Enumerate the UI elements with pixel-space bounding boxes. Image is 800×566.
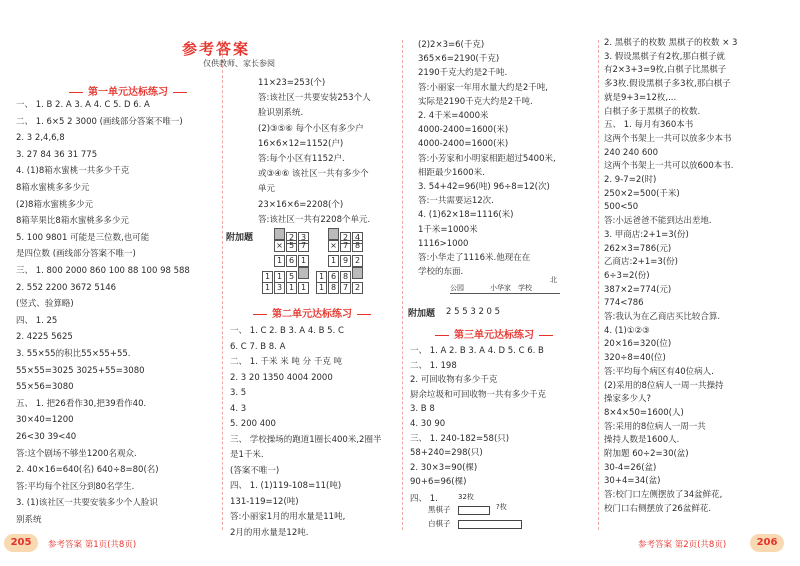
digit-box: 1	[262, 271, 273, 283]
digit-row	[328, 255, 364, 267]
answer-line: 262×3=786(元)	[604, 243, 672, 254]
chess-diagram	[410, 492, 590, 532]
answer-line: 8×4×50=1600(人)	[604, 407, 684, 418]
answer-line: 3. 27 84 36 31 775	[16, 149, 98, 160]
extra-question-label-3: 附加题	[408, 309, 436, 319]
answer-line: 2. 黑棋子的枚数 黑棋子的枚数 × 3	[604, 38, 738, 48]
answer-line: 答:一共需要运12次.	[418, 196, 494, 207]
digit-box: 8	[352, 240, 363, 252]
digit-box	[328, 228, 339, 240]
answer-line: 答:小丽家一年用水量大约是2千吨,	[418, 82, 548, 93]
digit-box	[298, 267, 309, 279]
answer-line: 是1千米.	[230, 450, 264, 460]
digit-box: 1	[298, 255, 309, 267]
digit-box: 6	[328, 271, 339, 283]
answer-line: 320÷8=40(位)	[604, 353, 666, 364]
answer-line: (2)2×3=6(千克)	[418, 40, 485, 50]
answer-line: 2. 552 2200 3672 5146	[16, 282, 117, 293]
answer-line: 答:小华走了1116米.他现在在	[418, 253, 531, 263]
answer-line: 5. 100 9801 可能是三位数,也可能	[16, 232, 150, 243]
digit-row	[328, 240, 364, 252]
digit-box: 2	[286, 232, 297, 244]
digit-box: 1	[316, 282, 327, 294]
answer-line: 5. 200 400	[230, 419, 276, 429]
digit-row	[274, 255, 310, 267]
answer-line: 五、 1. 每月有360本书	[604, 120, 694, 131]
digit-box: ×	[328, 240, 339, 252]
answer-line: 相距最少1600米.	[418, 167, 485, 178]
diagram-unknown-label: ?枚	[496, 503, 507, 511]
answer-line: 答:该社区一共要安装253个人	[258, 93, 371, 104]
answer-line: 4000-2400=1600(米)	[418, 139, 509, 150]
black-bar	[458, 506, 490, 515]
map-label-school: 学校	[518, 284, 532, 292]
answer-line: 2. 30×3=90(棵)	[410, 462, 478, 473]
digit-box: 2	[340, 232, 351, 244]
digit-row	[274, 240, 310, 252]
digit-box: 1	[316, 271, 327, 283]
answer-line: 三、 学校操场的跑道1圈长400米,2圈半	[230, 434, 382, 445]
page-number-left: 205	[4, 534, 38, 552]
answer-line: 单元	[258, 184, 276, 195]
map-label-home: 小华家	[490, 284, 511, 292]
answer-line: 答:我认为在乙商店买比较合算.	[604, 312, 721, 322]
map-diagram	[450, 276, 560, 299]
answer-line: 4. (1)8箱水蜜桃一共多少千克	[16, 166, 130, 177]
answer-line: 答:采用的8位病人一周一共	[604, 421, 706, 432]
answer-line: 58+240=298(只)	[410, 448, 483, 459]
column-divider	[598, 40, 599, 530]
footer-right: 参考答案 第2页(共8页)	[638, 540, 727, 550]
answer-line: 答:这个剧场不够坐1200名观众.	[16, 448, 137, 459]
digit-box: 1	[274, 271, 285, 283]
answer-line: 4000-2400=1600(米)	[418, 125, 509, 136]
answer-line: 30×40=1200	[16, 415, 74, 426]
answer-line: 学校的东面.	[418, 267, 464, 278]
answer-line: 23×16×6=2208(个)	[258, 199, 344, 210]
answer-line: 答:小丽家1月的用水量是11吨,	[230, 512, 346, 522]
answer-line: (2)8箱水蜜桃多少元	[16, 199, 93, 210]
digit-box: 2	[352, 282, 363, 294]
answer-line: 五、 1. 把26看作30,把39看作40.	[16, 398, 147, 409]
column-divider	[222, 40, 223, 530]
digit-row	[316, 282, 364, 294]
answer-line: 30-4=26(盆)	[604, 462, 657, 473]
answer-line: 二、 1. 198	[410, 360, 457, 371]
page-number-right: 206	[750, 534, 784, 552]
answer-line: 3. 54+42=96(吨) 96÷8=12(次)	[418, 182, 550, 192]
answer-line: 二、 1. 6×5 2 3000 (画线部分答案不唯一)	[16, 116, 183, 127]
diagram-white-label: 白棋子	[428, 519, 451, 528]
answer-line: 8箱苹果比8箱水蜜桃多多少元	[16, 216, 129, 227]
white-bar	[458, 520, 522, 529]
answer-line: 一、 1. C 2. B 3. A 4. B 5. C	[230, 326, 344, 336]
answer-line: 365×6=2190(千克)	[418, 54, 500, 65]
answer-line: 55×55=3025 3025+55=3080	[16, 365, 145, 376]
section-unit1: 第一单元达标练习	[64, 83, 192, 98]
answer-line: 500<50	[604, 202, 639, 213]
page-title: 参考答案	[182, 40, 251, 58]
diagram-black-label: 黑棋子	[428, 505, 451, 514]
answer-line: (答案不唯一)	[230, 465, 280, 476]
answer-line: 答:平均每个病区有40位病人.	[604, 366, 714, 377]
answer-line: 3. B 8	[410, 404, 435, 415]
answer-line: 这两个书架上一共可以放多少本书	[604, 133, 732, 144]
extra-answer-3: 2 5 5 3 2 0 5	[446, 307, 501, 317]
answer-line: 答:该社区一共有2208个单元.	[258, 214, 371, 225]
digit-box: 5	[286, 240, 297, 252]
answer-line: 1千米=1000米	[418, 224, 478, 235]
answer-line: 一、 1. B 2. A 3. A 4. C 5. D 6. A	[16, 100, 150, 110]
answer-line: 250×2=500(千米)	[604, 188, 680, 199]
column-divider	[402, 40, 403, 530]
answer-line: 20×16=320(位)	[604, 339, 672, 350]
digit-box	[274, 228, 285, 240]
extra-question-label: 附加题	[226, 233, 254, 243]
digit-box: 8	[328, 282, 339, 294]
answer-line: 30+4=34(盆)	[604, 476, 661, 487]
answer-line: 2. 可回收物有多少千克	[410, 375, 498, 386]
answer-line: 四、 1. 25	[16, 315, 58, 326]
answer-line: 多3枚.假设黑棋子多3枚,那白棋子	[604, 79, 731, 90]
answer-line: 实际是2190千克大约是2千吨.	[418, 96, 533, 107]
answer-line: 240 240 600	[604, 147, 659, 158]
answer-line: 操持人数是1600人.	[604, 435, 680, 446]
digit-box: 2	[352, 255, 363, 267]
answer-line: 答:小芳家和小明家相距超过5400米,	[418, 153, 556, 164]
answer-line: 4. (1)①②③	[604, 325, 650, 336]
digit-box: 3	[274, 282, 285, 294]
answer-line: 6÷3=2(份)	[604, 270, 650, 281]
answer-line: 26<30 39<40	[16, 432, 77, 442]
answer-line: 别系统	[16, 515, 42, 525]
digit-box: ×	[274, 240, 285, 252]
answer-line: 这两个书架上一共可以放600本书.	[604, 161, 734, 172]
answer-line: 厨余垃圾和可回收物一共有多少千克	[410, 389, 547, 400]
digit-box: 1	[298, 282, 309, 294]
answer-line: 答:校门口左侧摆放了34盆鲜花,	[604, 490, 723, 501]
answer-line: 操家多少人?	[604, 394, 652, 405]
answer-line: 2. 4千米=4000米	[418, 111, 489, 121]
answer-line: 3. (1)该社区一共要安装多少个人脸识	[16, 498, 158, 509]
answer-line: 是四位数 (画线部分答案不唯一)	[16, 249, 136, 260]
digit-box: 1	[262, 282, 273, 294]
answer-line: 答:小远爸爸不能到达出差地.	[604, 216, 712, 227]
answer-line: 校门口右侧摆放了26盆鲜花.	[604, 503, 712, 514]
answer-line: 答:每个小区有1152户.	[258, 154, 345, 164]
answer-line: 2. 9-7=2(时)	[604, 175, 657, 185]
answer-line: 4. 30 90	[410, 419, 446, 429]
digit-box: 6	[286, 255, 297, 267]
map-label-park: 公园	[450, 284, 464, 292]
answer-line: 四、 1. (1)119-108=11(吨)	[230, 481, 342, 491]
answer-line: 3. 5	[230, 388, 247, 398]
answer-line: 2190千克大约是2千吨.	[418, 68, 508, 79]
answer-line: 附加题 60÷2=30(盆)	[604, 449, 689, 459]
digit-box: 5	[286, 271, 297, 283]
answer-line: 774<786	[604, 298, 644, 309]
answer-line: 3. 甲商店:2+1=3(份)	[604, 229, 689, 240]
answer-line: 或③④⑥ 该社区一共有多少个	[258, 169, 369, 180]
diagram-count-label: 32枚	[458, 493, 474, 501]
digit-row	[262, 282, 310, 294]
answer-line: 2. 40×16=640(名) 640÷8=80(名)	[16, 465, 159, 476]
answer-line: 387×2=774(元)	[604, 284, 672, 295]
section-unit2: 第二单元达标练习	[248, 305, 376, 320]
answer-line: 2月的用水量是12吨.	[230, 527, 309, 538]
digit-row	[262, 267, 310, 283]
answer-line: (2)③⑤⑥ 每个小区有多少户	[258, 123, 364, 134]
answer-line: 乙商店:2+1=3(份)	[604, 257, 678, 268]
digit-box	[352, 267, 363, 279]
map-label-north: 北	[550, 276, 557, 284]
footer-left: 参考答案 第1页(共8页)	[48, 540, 137, 550]
answer-line: (2)采用的8位病人一周一共操持	[604, 380, 724, 391]
answer-line: 4. 3	[230, 403, 247, 414]
digit-box: 3	[298, 232, 309, 244]
answer-line: 答:平均每个社区分到80名学生.	[16, 481, 135, 492]
digit-box: 9	[340, 255, 351, 267]
answer-line: 1116>1000	[418, 238, 469, 249]
answer-line: 3. 假设黑棋子有2枚,那白棋子就	[604, 51, 725, 62]
digit-row	[316, 267, 364, 283]
diagram-question-label: 四、 1.	[410, 494, 438, 504]
digit-box: 4	[352, 232, 363, 244]
answer-line: (竖式、验算略)	[16, 299, 74, 310]
answer-line: 有2×3+3=9枚,白棋子比黑棋子	[604, 65, 727, 76]
answer-line: 6. C 7. B 8. A	[230, 341, 286, 352]
answer-line: 131-119=12(吨)	[230, 496, 299, 507]
answer-line: 2. 3 2,4,6,8	[16, 133, 65, 144]
answer-line: 二、 1. 千米 米 吨 分 千克 吨	[230, 357, 343, 367]
digit-box: 7	[340, 282, 351, 294]
digit-box: 7	[340, 240, 351, 252]
page-subtitle: 仅供教师、家长参阅	[203, 59, 275, 68]
section-unit3: 第三单元达标练习	[430, 326, 558, 341]
answer-line: 55×56=3080	[16, 382, 74, 393]
answer-line: 90+6=96(棵)	[410, 477, 467, 488]
digit-box: 7	[298, 240, 309, 252]
answer-line: 三、 1. 800 2000 860 100 88 100 98 588	[16, 266, 190, 276]
answer-line: 8箱水蜜桃多多少元	[16, 183, 90, 193]
answer-line: 2. 3 20 1350 4004 2000	[230, 372, 333, 383]
digit-box: 1	[274, 255, 285, 267]
answer-line: 16×6×12=1152(户)	[258, 138, 344, 149]
answer-line: 白棋子多于黑棋子的枚数.	[604, 106, 701, 117]
answer-line: 就是9+3=12枚,...	[604, 92, 677, 103]
digit-box: 1	[328, 255, 339, 267]
answer-line: 3. 55×55的积比55×55+55.	[16, 349, 131, 359]
answer-line: 一、 1. A 2. B 3. A 4. D 5. C 6. B	[410, 346, 544, 356]
digit-box: 8	[340, 271, 351, 283]
answer-line: 脸识别系统.	[258, 108, 304, 119]
answer-line: 三、 1. 240-182=58(只)	[410, 433, 510, 444]
answer-line: 11×23=253(个)	[258, 78, 326, 88]
answer-line: 2. 4225 5625	[16, 332, 73, 343]
answer-line: 4. (1)62×18=1116(米)	[418, 210, 514, 221]
digit-box: 1	[286, 282, 297, 294]
